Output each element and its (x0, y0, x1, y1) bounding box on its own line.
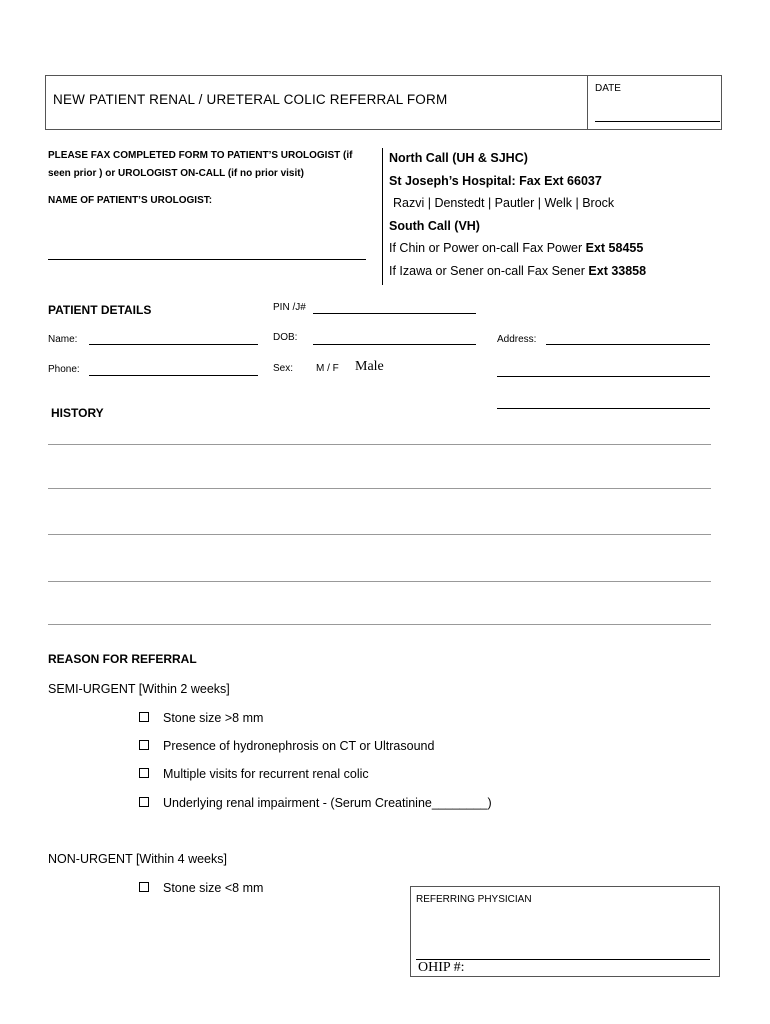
option-label: Stone size >8 mm (163, 711, 264, 725)
non-urgent-option[interactable] (139, 881, 263, 895)
address-label: Address: (497, 334, 537, 345)
izawa-sener-ext: Ext 33858 (588, 263, 647, 278)
option-label: Underlying renal impairment - (Serum Creatinine________) (163, 796, 492, 810)
checkbox-icon[interactable] (139, 797, 149, 807)
phone-field[interactable] (89, 375, 258, 376)
date-field[interactable] (595, 121, 720, 122)
checkbox-icon[interactable] (139, 740, 149, 750)
checkbox-icon[interactable] (139, 768, 149, 778)
urologist-list: Razvi | Denstedt | Pautler | Welk | Brock (393, 196, 615, 210)
dob-label: DOB: (273, 332, 298, 343)
phone-label: Phone: (48, 364, 80, 375)
option-label: Stone size <8 mm (163, 881, 264, 895)
address-field-line1[interactable] (546, 344, 710, 345)
column-divider (382, 148, 383, 285)
izawa-sener-text: If Izawa or Sener on-call Fax Sener (389, 263, 589, 278)
option-label: Multiple visits for recurrent renal colic (163, 767, 369, 781)
fax-instruction (48, 147, 352, 183)
fax-instruction-line2: seen prior ) or UROLOGIST ON-CALL (if no prior visit) (48, 168, 304, 179)
history-line-1[interactable] (48, 444, 711, 445)
pin-field[interactable] (313, 313, 476, 314)
history-line-4[interactable] (48, 581, 711, 582)
date-label: DATE (595, 83, 621, 94)
semi-urgent-heading: SEMI-URGENT [Within 2 weeks] (48, 682, 230, 696)
fax-instruction-line1: PLEASE FAX COMPLETED FORM TO PATIENT’S UROLOGIST (if (48, 150, 353, 161)
header-divider (587, 75, 588, 130)
address-field-line2[interactable] (497, 376, 710, 377)
history-line-5[interactable] (48, 624, 711, 625)
izawa-sener-line (389, 260, 646, 283)
contacts-panel (389, 147, 646, 282)
ohip-label: OHIP #: (418, 960, 465, 975)
option-label: Presence of hydronephrosis on CT or Ultrasound (163, 739, 435, 753)
semi-urgent-option[interactable] (139, 711, 263, 725)
patient-details-heading: PATIENT DETAILS (48, 303, 152, 317)
semi-urgent-option[interactable] (139, 767, 369, 781)
urologist-name-field[interactable] (48, 259, 366, 260)
form-title: NEW PATIENT RENAL / URETERAL COLIC REFERRAL FORM (53, 92, 448, 107)
sex-label: Sex: (273, 363, 294, 374)
checkbox-icon[interactable] (139, 712, 149, 722)
referring-physician-label: REFERRING PHYSICIAN (416, 894, 532, 905)
st-josephs-fax: St Joseph’s Hospital: Fax Ext 66037 (389, 173, 602, 188)
semi-urgent-option[interactable] (139, 739, 434, 753)
history-line-2[interactable] (48, 488, 711, 489)
south-call-heading: South Call (VH) (389, 218, 480, 233)
north-call-heading: North Call (UH & SJHC) (389, 151, 528, 165)
checkbox-icon[interactable] (139, 882, 149, 892)
history-line-3[interactable] (48, 534, 711, 535)
non-urgent-heading: NON-URGENT [Within 4 weeks] (48, 852, 227, 866)
pin-label: PIN /J# (273, 302, 306, 313)
semi-urgent-option[interactable] (139, 796, 492, 810)
name-label: Name: (48, 334, 78, 345)
name-field[interactable] (89, 344, 258, 345)
urologist-label: NAME OF PATIENT’S UROLOGIST: (48, 195, 213, 206)
chin-power-ext: Ext 58455 (585, 241, 644, 255)
chin-power-line (389, 237, 646, 260)
sex-value[interactable]: Male (355, 359, 384, 374)
address-field-line3[interactable] (497, 408, 710, 409)
dob-field[interactable] (313, 344, 476, 345)
sex-options: M / F (316, 363, 339, 374)
chin-power-text: If Chin or Power on-call Fax Power (389, 241, 586, 255)
referral-heading: REASON FOR REFERRAL (48, 652, 197, 666)
history-heading: HISTORY (51, 406, 104, 420)
